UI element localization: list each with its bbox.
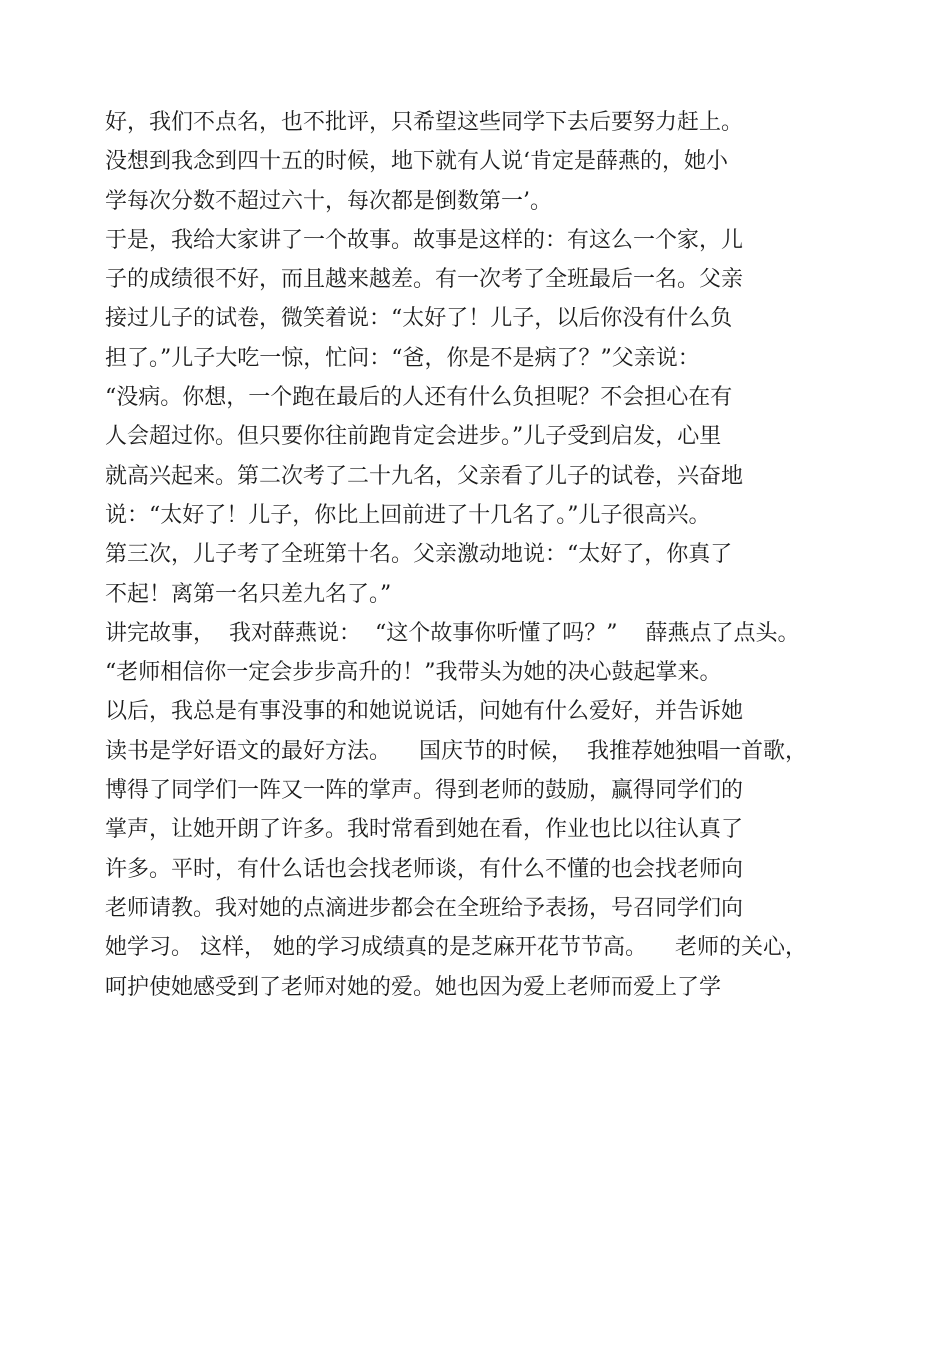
text-line: 读书是学好语文的最好方法。 国庆节的时候， 我推荐她独唱一首歌， [105, 738, 807, 764]
text-line: 以后，我总是有事没事的和她说说话，问她有什么爱好，并告诉她 [105, 699, 744, 725]
text-line: 讲完故事， 我对薛燕说： “这个故事你听懂了吗？” 薛燕点了点头。 [105, 620, 800, 646]
text-line: 于是，我给大家讲了一个故事。故事是这样的：有这么一个家，儿 [105, 227, 744, 253]
text-line: 接过儿子的试卷，微笑着说：“太好了！儿子，以后你没有什么负 [105, 306, 733, 332]
text-line: 子的成绩很不好，而且越来越差。有一次考了全班最后一名。父亲 [105, 267, 744, 293]
text-line: 掌声，让她开朗了许多。我时常看到她在看，作业也比以往认真了 [105, 817, 744, 843]
text-line: 许多。平时，有什么话也会找老师谈，有什么不懂的也会找老师向 [105, 856, 744, 882]
text-line: 老师请教。我对她的点滴进步都会在全班给予表扬，号召同学们向 [105, 895, 744, 921]
text-line: 第三次，儿子考了全班第十名。父亲激动地说：“太好了，你真了 [105, 542, 733, 568]
text-line: 就高兴起来。第二次考了二十九名，父亲看了儿子的试卷，兴奋地 [105, 463, 744, 489]
text-line: 她学习。 这样， 她的学习成绩真的是芝麻开花节节高。 老师的关心， [105, 935, 807, 961]
document-body [105, 103, 840, 1007]
text-line: 担了。”儿子大吃一惊，忙问：“爸，你是不是病了？”父亲说： [105, 345, 700, 371]
text-line: 没想到我念到四十五的时候，地下就有人说‘肯定是薛燕的，她小 [105, 149, 728, 175]
text-line: 博得了同学们一阵又一阵的掌声。得到老师的鼓励，赢得同学们的 [105, 778, 744, 804]
text-line: 不起！离第一名只差九名了。” [105, 581, 392, 607]
text-line: 说：“太好了！儿子，你比上回前进了十几名了。”儿子很高兴。 [105, 502, 711, 528]
text-line: 好，我们不点名，也不批评，只希望这些同学下去后要努力赶上。 [105, 110, 744, 135]
text-line: 学每次分数不超过六十，每次都是倒数第一’。 [105, 188, 552, 214]
text-line: 呵护使她感受到了老师对她的爱。她也因为爱上老师而爱上了学 [105, 974, 722, 1000]
text-line: “没病。你想，一个跑在最后的人还有什么负担呢？不会担心在有 [105, 385, 733, 411]
text-line: 人会超过你。但只要你往前跑肯定会进步。”儿子受到启发，心里 [105, 424, 722, 450]
text-line: “老师相信你一定会步步高升的！”我带头为她的决心鼓起掌来。 [105, 660, 722, 686]
